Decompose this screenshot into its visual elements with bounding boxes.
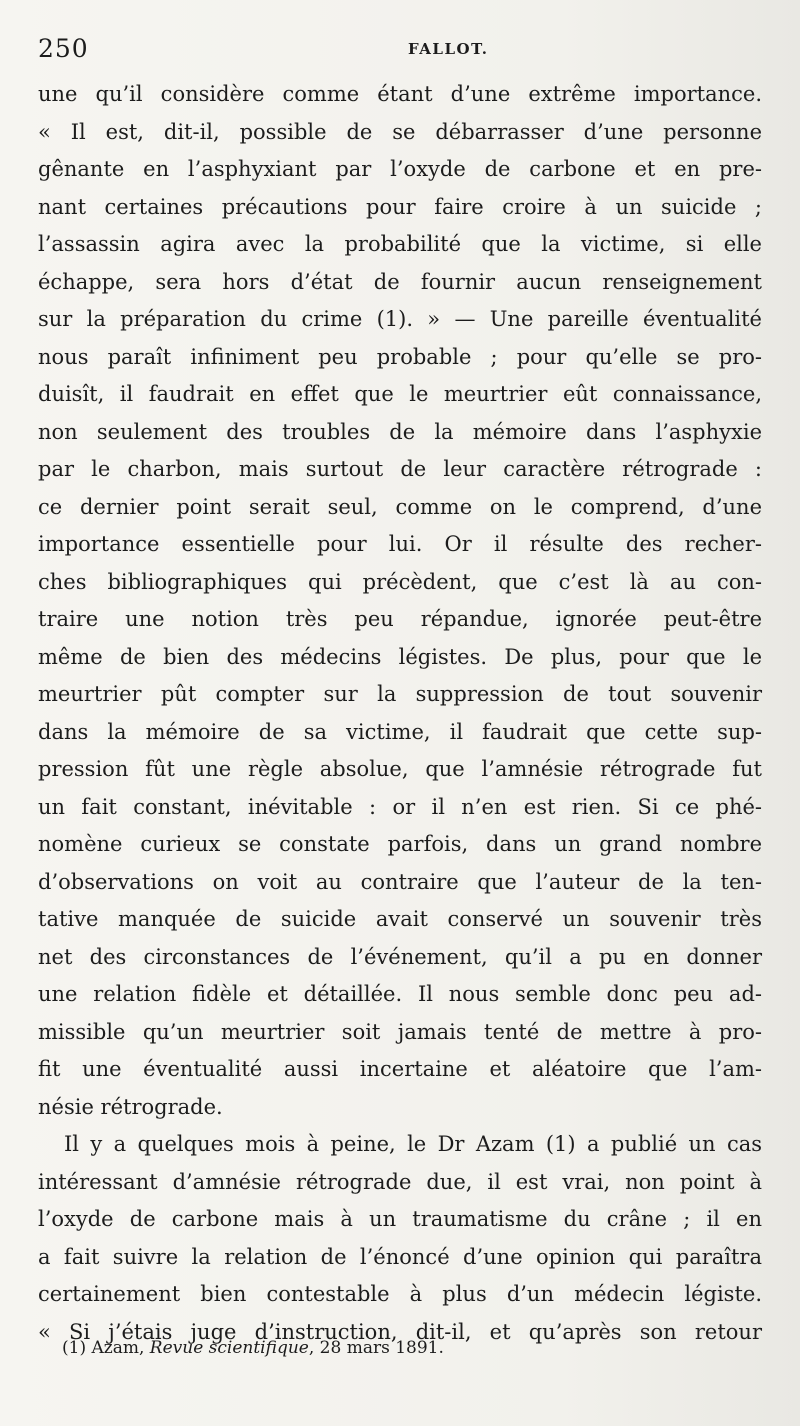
text-line: traire une notion très peu répandue, ignorée peut-être: [38, 607, 762, 631]
body-text: [38, 76, 762, 1351]
footnote: [62, 1333, 762, 1363]
text-line: « Il est, dit-il, possible de se débarrasser d’une personne: [38, 119, 762, 144]
text-line: même de bien des médecins légistes. De plus, pour que le: [38, 644, 762, 669]
text-line: l’assassin agira avec la probabilité que la victime, si elle: [38, 232, 762, 256]
text-line: sur la préparation du crime (1). » — Une pareille éventualité: [38, 307, 762, 331]
text-line: tative manquée de suicide avait conservé un souvenir très: [38, 907, 762, 931]
text-line: par le charbon, mais surtout de leur caractère rétrograde :: [38, 457, 762, 481]
running-head: [38, 34, 762, 64]
text-line: ce dernier point serait seul, comme on le comprend, d’une: [38, 494, 762, 519]
text-line: duisît, il faudrait en effet que le meurtrier eût connaissance,: [38, 382, 762, 406]
text-line: une relation fidèle et détaillée. Il nous semble donc peu ad-: [38, 982, 762, 1006]
text-line: nant certaines précautions pour faire croire à un suicide ;: [38, 194, 762, 219]
text-line: nésie rétrograde.: [38, 1094, 223, 1119]
text-line: pression fût une règle absolue, que l’amnésie rétrograde fut: [38, 757, 762, 781]
text-line: « Si j’étais juge d’instruction, dit-il, et qu’après son retour: [38, 1319, 762, 1344]
text-line: gênante en l’asphyxiant par l’oxyde de carbone et en pre-: [38, 157, 762, 181]
text-line: un fait constant, inévitable : or il n’en est rien. Si ce phé-: [38, 794, 762, 819]
text-line: d’observations on voit au contraire que l’auteur de la ten-: [38, 869, 762, 894]
text-line: importance essentielle pour lui. Or il résulte des recher-: [38, 532, 762, 556]
text-line: certainement bien contestable à plus d’un médecin légiste.: [38, 1282, 762, 1306]
text-line: a fait suivre la relation de l’énoncé d’une opinion qui paraîtra: [38, 1244, 762, 1269]
text-line: non seulement des troubles de la mémoire dans l’asphyxie: [38, 419, 762, 444]
text-line: fit une éventualité aussi incertaine et aléatoire que l’am-: [38, 1057, 762, 1081]
text-line: l’oxyde de carbone mais à un traumatisme du crâne ; il en: [38, 1207, 762, 1231]
footnote-journal: Revue scientifique: [149, 1338, 309, 1358]
page-number: 250: [38, 34, 89, 63]
text-line: net des circonstances de l’événement, qu’il a pu en donner: [38, 944, 762, 969]
text-line: meurtrier pût compter sur la suppression de tout souvenir: [38, 682, 762, 706]
text-line: missible qu’un meurtrier soit jamais tenté de mettre à pro-: [38, 1019, 762, 1044]
text-line: Il y a quelques mois à peine, le Dr Azam (1) a publié un cas: [64, 1132, 762, 1156]
text-line: échappe, sera hors d’état de fournir aucun renseignement: [38, 269, 762, 294]
text-line: une qu’il considère comme étant d’une extrême importance.: [38, 82, 762, 106]
text-line: nomène curieux se constate parfois, dans un grand nombre: [38, 832, 762, 856]
text-line: ches bibliographiques qui précèdent, que c’est là au con-: [38, 569, 762, 594]
running-title: FALLOT.: [408, 40, 489, 58]
footnote-prefix: (1) Azam,: [62, 1338, 150, 1358]
footnote-suffix: , 28 mars 1891.: [308, 1338, 444, 1358]
text-line: nous paraît infiniment peu probable ; pour qu’elle se pro-: [38, 344, 762, 369]
text-line: intéressant d’amnésie rétrograde due, il est vrai, non point à: [38, 1169, 762, 1194]
text-line: dans la mémoire de sa victime, il faudrait que cette sup-: [38, 719, 762, 744]
